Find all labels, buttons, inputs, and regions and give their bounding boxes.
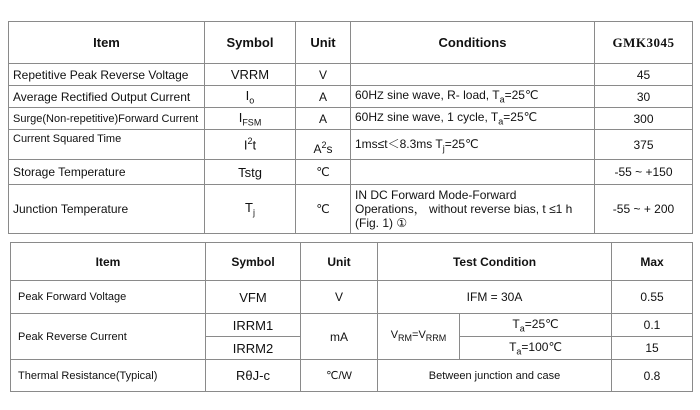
item-cell: Average Rectified Output Current <box>9 86 205 108</box>
symbol-header: Symbol <box>206 243 301 281</box>
value-cell: 45 <box>595 64 693 86</box>
condition-cell: $T_a=25℃$ <box>460 314 612 337</box>
symbol-cell: $I^2t$ <box>205 130 296 160</box>
item-header: Item <box>9 22 205 64</box>
symbol-cell: $T_j$ <box>205 185 296 234</box>
table-row <box>11 281 693 314</box>
item-cell: Repetitive Peak Reverse Voltage <box>9 64 205 86</box>
unit-header: Unit <box>301 243 378 281</box>
max-cell: 0.55 <box>612 281 693 314</box>
value-cell: 375 <box>595 130 693 160</box>
part-number-header: GMK3045 <box>595 22 693 64</box>
symbol-cell: VFM <box>206 281 301 314</box>
item-cell: Thermal Resistance(Typical) <box>11 360 206 392</box>
item-cell: Storage Temperature <box>9 160 205 185</box>
unit-cell: ℃ <box>296 185 351 234</box>
condition-cell: 60HZ sine wave, R- load, $T_a=25℃$ <box>351 86 595 108</box>
symbol-cell: $I_{FSM}$ <box>205 108 296 130</box>
table-row <box>9 130 693 160</box>
max-cell: 15 <box>612 337 693 360</box>
unit-header: Unit <box>296 22 351 64</box>
condition-cell: Between junction and case <box>378 360 612 392</box>
symbol-cell: RθJ-c <box>206 360 301 392</box>
condition-cell: 1ms≤t＜8.3ms $T_j=25℃$ <box>351 130 595 160</box>
item-cell: Junction Temperature <box>9 185 205 234</box>
table-row <box>11 360 693 392</box>
condition-cell: IFM = 30A <box>378 281 612 314</box>
symbol-header: Symbol <box>205 22 296 64</box>
header-row <box>11 243 693 281</box>
max-cell: 0.8 <box>612 360 693 392</box>
condition-cell: 60HZ sine wave, 1 cycle, $T_a=25℃$ <box>351 108 595 130</box>
max-cell: 0.1 <box>612 314 693 337</box>
value-cell: -55 ~ +150 <box>595 160 693 185</box>
symbol-cell: $I_o$ <box>205 86 296 108</box>
max-ratings-table <box>8 21 693 234</box>
condition-cell: $V_{RM}=V_{RRM}$ <box>378 314 460 360</box>
table-row <box>9 185 693 234</box>
table-row <box>9 64 693 86</box>
table-row <box>11 314 693 337</box>
symbol-cell: IRRM2 <box>206 337 301 360</box>
item-cell: Peak Forward Voltage <box>11 281 206 314</box>
unit-cell: mA <box>301 314 378 360</box>
conditions-header: Conditions <box>351 22 595 64</box>
symbol-cell: VRRM <box>205 64 296 86</box>
symbol-cell: IRRM1 <box>206 314 301 337</box>
symbol-cell: Tstg <box>205 160 296 185</box>
item-cell: Current Squared Time <box>9 130 205 160</box>
value-cell: -55 ~ + 200 <box>595 185 693 234</box>
table-row <box>9 86 693 108</box>
electrical-characteristics-table <box>10 242 693 392</box>
table-row <box>9 160 693 185</box>
condition-cell <box>351 64 595 86</box>
item-cell: Surge(Non-repetitive)Forward Current <box>9 108 205 130</box>
test-condition-header: Test Condition <box>378 243 612 281</box>
unit-cell: V <box>301 281 378 314</box>
unit-cell: $A^2s$ <box>296 130 351 160</box>
condition-cell <box>351 160 595 185</box>
condition-cell: $T_a=100℃$ <box>460 337 612 360</box>
table-row <box>9 108 693 130</box>
unit-cell: ℃ <box>296 160 351 185</box>
unit-cell: A <box>296 86 351 108</box>
unit-cell: A <box>296 108 351 130</box>
condition-cell: IN DC Forward Mode-Forward Operations， without reverse bias, t ≤1 h (Fig. 1) ① <box>351 185 595 234</box>
header-row <box>9 22 693 64</box>
unit-cell: V <box>296 64 351 86</box>
value-cell: 300 <box>595 108 693 130</box>
unit-cell: ℃/W <box>301 360 378 392</box>
item-cell: Peak Reverse Current <box>11 314 206 360</box>
item-header: Item <box>11 243 206 281</box>
max-header: Max <box>612 243 693 281</box>
value-cell: 30 <box>595 86 693 108</box>
